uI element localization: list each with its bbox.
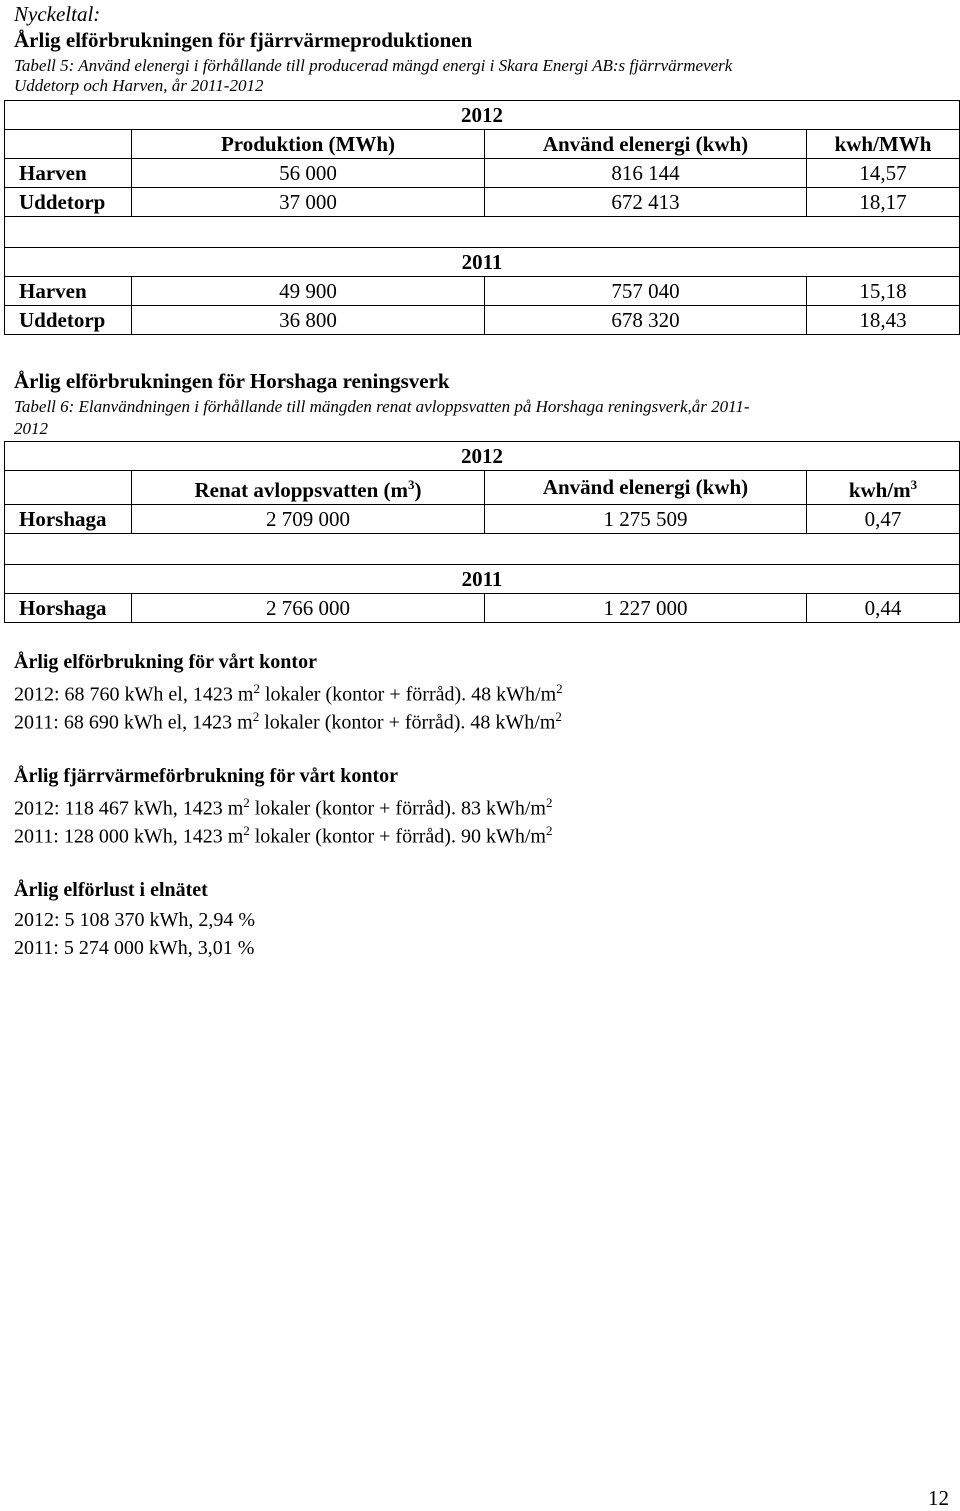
table-row	[5, 534, 960, 565]
superscript: 2	[556, 681, 563, 696]
superscript: 2	[545, 823, 553, 838]
table-cell: 15,18	[807, 277, 960, 306]
table-cell: 56 000	[132, 159, 485, 188]
office-el-2011-line	[14, 709, 562, 735]
table6-caption-line1: Tabell 6: Elanvändningen i förhållande till mängden renat avloppsvatten på Horshaga reningsverk,år 2011-	[14, 397, 750, 416]
table-cell	[5, 130, 132, 159]
table-cell: 0,44	[807, 594, 960, 623]
year-heading: 2012	[5, 442, 960, 471]
table-cell: 14,57	[807, 159, 960, 188]
column-header-text: )	[414, 478, 422, 502]
table5	[4, 100, 960, 335]
office-heat-2011-line	[14, 823, 552, 849]
line-text: 2011: 128 000 kWh, 1423 m	[14, 825, 244, 848]
line-text: lokaler (kontor + förråd). 48 kWh/m	[259, 711, 556, 734]
table-cell: 36 800	[132, 306, 485, 335]
year-heading: 2011	[5, 565, 960, 594]
table-row	[5, 442, 960, 471]
row-label: Horshaga	[5, 505, 132, 534]
superscript: 2	[243, 823, 250, 838]
table-cell: 0,47	[807, 505, 960, 534]
row-label: Harven	[5, 159, 132, 188]
table-cell: 2 709 000	[132, 505, 485, 534]
table5-caption-line1: Tabell 5: Använd elenergi i förhållande till producerad mängd energi i Skara Energi AB:s fjärrvärmeverk	[14, 56, 733, 75]
column-header	[807, 471, 960, 505]
table-cell: 18,43	[807, 306, 960, 335]
table-row	[5, 565, 960, 594]
table-row	[5, 505, 960, 534]
office-el-2012-line	[14, 681, 563, 707]
row-label: Harven	[5, 277, 132, 306]
table-row	[5, 188, 960, 217]
row-label: Uddetorp	[5, 188, 132, 217]
year-heading: 2011	[5, 248, 960, 277]
table-cell: 1 275 509	[485, 505, 807, 534]
table-row	[5, 159, 960, 188]
column-header: Använd elenergi (kwh)	[485, 130, 807, 159]
line-text: lokaler (kontor + förråd). 83 kWh/m	[249, 797, 546, 820]
table-cell: 816 144	[485, 159, 807, 188]
table-cell: 18,17	[807, 188, 960, 217]
page-heading: Nyckeltal:	[14, 2, 101, 26]
table-row	[5, 248, 960, 277]
table-cell: 678 320	[485, 306, 807, 335]
table-cell: 757 040	[485, 277, 807, 306]
grid-loss-2012-line: 2012: 5 108 370 kWh, 2,94 %	[14, 909, 256, 931]
row-label: Horshaga	[5, 594, 132, 623]
superscript: 2	[243, 795, 250, 810]
line-text: 2012: 118 467 kWh, 1423 m	[14, 797, 244, 820]
year-heading: 2012	[5, 101, 960, 130]
table-cell: 37 000	[132, 188, 485, 217]
table-cell: 49 900	[132, 277, 485, 306]
column-header: Produktion (MWh)	[132, 130, 485, 159]
table-row	[5, 471, 960, 505]
table-cell: 672 413	[485, 188, 807, 217]
table6-caption-line2: 2012	[14, 419, 48, 438]
table-cell	[5, 471, 132, 505]
table-row	[5, 277, 960, 306]
spacer-cell	[5, 217, 960, 248]
section-title-district-heating: Årlig elförbrukningen för fjärrvärmeproduktionen	[14, 28, 473, 52]
row-label: Uddetorp	[5, 306, 132, 335]
table-row	[5, 306, 960, 335]
section-title-office-heating: Årlig fjärrvärmeförbrukning för vårt kontor	[14, 765, 399, 787]
section-title-office-electricity: Årlig elförbrukning för vårt kontor	[14, 651, 317, 673]
table-row	[5, 101, 960, 130]
section-title-horshaga: Årlig elförbrukningen för Horshaga reningsverk	[14, 369, 450, 393]
column-header-text: kwh/m	[848, 478, 911, 502]
table6	[4, 441, 960, 623]
column-header: kwh/MWh	[807, 130, 960, 159]
column-header-text: Renat avloppsvatten (m	[194, 478, 408, 502]
table-cell: 2 766 000	[132, 594, 485, 623]
table-row	[5, 594, 960, 623]
table-row	[5, 217, 960, 248]
page-number: 12	[928, 1486, 949, 1510]
column-header: Använd elenergi (kwh)	[485, 471, 807, 505]
office-heat-2012-line	[14, 795, 552, 821]
line-text: 2012: 68 760 kWh el, 1423 m	[14, 683, 254, 706]
superscript: 2	[545, 795, 553, 810]
line-text: lokaler (kontor + förråd). 90 kWh/m	[249, 825, 546, 848]
superscript: 3	[910, 477, 918, 492]
superscript: 2	[555, 709, 562, 724]
column-header	[132, 471, 485, 505]
superscript: 2	[253, 681, 260, 696]
table5-caption-line2: Uddetorp och Harven, år 2011-2012	[14, 76, 264, 95]
table-row	[5, 130, 960, 159]
superscript: 3	[408, 477, 415, 492]
line-text: 2011: 68 690 kWh el, 1423 m	[14, 711, 253, 734]
grid-loss-2011-line: 2011: 5 274 000 kWh, 3,01 %	[14, 937, 255, 959]
table-cell: 1 227 000	[485, 594, 807, 623]
spacer-cell	[5, 534, 960, 565]
superscript: 2	[252, 709, 260, 724]
section-title-grid-loss: Årlig elförlust i elnätet	[14, 879, 208, 901]
line-text: lokaler (kontor + förråd). 48 kWh/m	[259, 683, 557, 706]
